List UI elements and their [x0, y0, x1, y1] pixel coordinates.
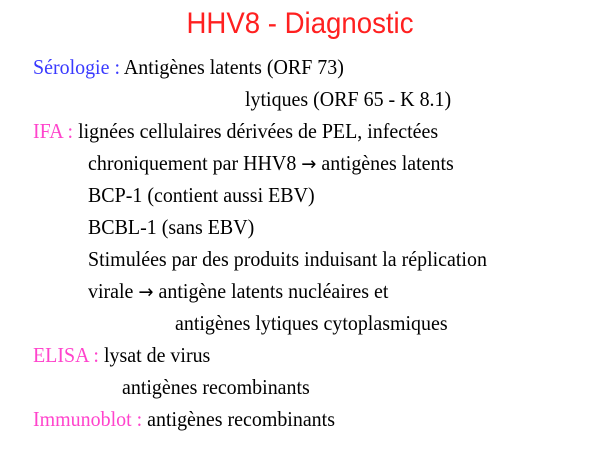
ifa-row-1	[33, 117, 438, 145]
right-arrow-icon: →	[138, 281, 154, 303]
ifa-text-3: BCP-1 (contient aussi EBV)	[88, 183, 315, 207]
elisa-text-2: antigènes recombinants	[122, 375, 310, 399]
immunoblot-row	[33, 405, 335, 433]
elisa-row-1	[33, 341, 210, 369]
elisa-text-1: lysat de virus	[103, 343, 211, 367]
ifa-row-7	[175, 309, 448, 337]
ifa-row-6	[88, 277, 388, 306]
serologie-row-1	[33, 53, 344, 81]
elisa-row-2	[122, 373, 310, 401]
ifa-text-6b: antigène latents nucléaires et	[158, 279, 389, 303]
ifa-text-5: Stimulées par des produits induisant la réplication	[88, 247, 487, 271]
immunoblot-label: Immunoblot :	[33, 407, 143, 431]
ifa-row-5	[88, 245, 487, 273]
ifa-text-4: BCBL-1 (sans EBV)	[88, 215, 255, 239]
ifa-label: IFA :	[33, 119, 74, 143]
right-arrow-icon: →	[301, 153, 317, 175]
immunoblot-text: antigènes recombinants	[147, 407, 335, 431]
serologie-latent-text: Antigènes latents (ORF 73)	[123, 55, 344, 79]
ifa-row-2	[88, 149, 454, 178]
ifa-text-2b: antigènes latents	[321, 151, 454, 175]
ifa-row-3	[88, 181, 315, 209]
ifa-text-6a: virale	[88, 279, 134, 303]
slide-title: HHV8 - Diagnostic	[186, 7, 414, 40]
ifa-row-4	[88, 213, 254, 241]
elisa-label: ELISA :	[33, 343, 99, 367]
serologie-lytic-text: lytiques (ORF 65 - K 8.1)	[245, 87, 452, 111]
serologie-row-2	[245, 85, 451, 113]
ifa-text-7: antigènes lytiques cytoplasmiques	[175, 311, 448, 335]
ifa-text-1: lignées cellulaires dérivées de PEL, infectées	[78, 119, 439, 143]
serologie-label: Sérologie :	[33, 55, 120, 79]
ifa-text-2a: chroniquement par HHV8	[88, 151, 297, 175]
